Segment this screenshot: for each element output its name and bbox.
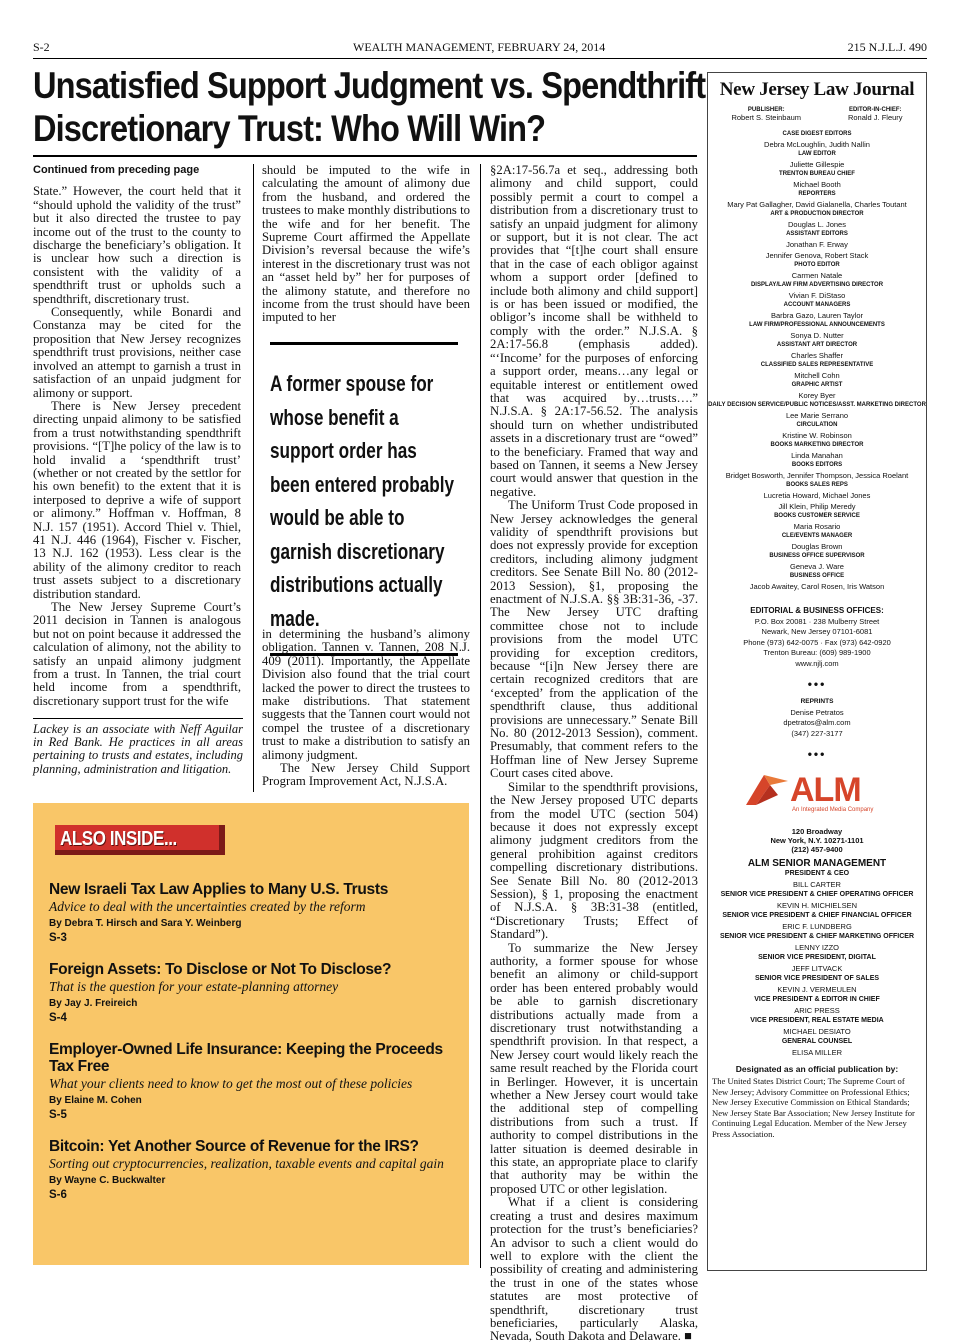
- paragraph: What if a client is considering creating a trust and desires maximum protection for the trust’s beneficiaries? An advisor to such a client would do well to explore with the client the possibility of creating and administering the trust in one of the states whose statutes are most protective of spendthrift, discretionary trust beneficiaries, particularly Alaska, Nevada, South Dakota and Delaware. ■: [490, 1195, 698, 1344]
- staff-role: DISPLAY/LAW FIRM ADVERTISING DIRECTOR: [750, 282, 884, 288]
- editor-label: EDITOR-IN-CHIEF:: [848, 107, 902, 113]
- staff-role: ACCOUNT MANAGERS: [783, 302, 851, 308]
- item-title: Bitcoin: Yet Another Source of Revenue for the IRS?: [49, 1138, 419, 1155]
- reprints-label: REPRINTS: [800, 698, 834, 705]
- alm-logo: [742, 767, 892, 819]
- editor-name: Ronald J. Fleury: [847, 113, 903, 122]
- publisher-name: Robert S. Steinbaum: [731, 113, 802, 122]
- paragraph: Consequently, while Bonardi and Constanza may be cited for the proposition that New Jersey recognizes spendthrift trust provisions, neither case involved an attempt to garnish a trust in satisfaction of an unpaid judgment for alimony or support.: [33, 305, 241, 400]
- item-page: S-5: [49, 1109, 67, 1121]
- also-inside-item[interactable]: [49, 881, 459, 945]
- item-author: By Elaine M. Cohen: [49, 1095, 142, 1106]
- item-page: S-3: [49, 932, 67, 944]
- staff-role: LAW FIRM/PROFESSIONAL ANNOUNCEMENTS: [749, 322, 885, 328]
- alm-address: 120 Broadway New York, N.Y. 10271-1101 (212) 457-9400: [770, 827, 864, 854]
- headline-line-1: Unsatisfied Support Judgment vs. Spendthrift: [33, 65, 706, 106]
- article-column-2-bottom: [262, 628, 470, 789]
- staff-role: DAILY DECISION SERVICE/PUBLIC NOTICES/ASST. MARKETING DIRECTOR: [708, 402, 926, 408]
- staff-names: Kristine W. Robinson: [782, 431, 852, 440]
- staff-list: [708, 130, 926, 592]
- item-author: By Jay J. Freireich: [49, 998, 138, 1009]
- senior-role: PRESIDENT & CEO: [784, 870, 850, 877]
- column-divider: [480, 164, 481, 1268]
- separator-dots: •••: [807, 677, 827, 691]
- staff-role: CIRCULATION: [796, 422, 838, 428]
- designation-block: [708, 1064, 926, 1139]
- section-date: WEALTH MANAGEMENT, FEBRUARY 24, 2014: [353, 40, 606, 54]
- staff-role: BOOKS MARKETING DIRECTOR: [770, 442, 864, 448]
- staff-role: BOOKS EDITORS: [791, 462, 843, 468]
- item-author: By Debra T. Hirsch and Sara Y. Weinberg: [49, 918, 242, 929]
- item-title: New Israeli Tax Law Applies to Many U.S. Trusts: [49, 881, 389, 898]
- staff-names: Juliette Gillespie: [789, 160, 845, 169]
- header-rule: [33, 58, 927, 59]
- senior-name: JEFF LITVACK: [791, 964, 843, 973]
- column-divider: [253, 164, 254, 792]
- senior-role: VICE PRESIDENT, REAL ESTATE MEDIA: [750, 1017, 884, 1024]
- publication-logo: New Jersey Law Journal: [719, 79, 915, 100]
- senior-role: SENIOR VICE PRESIDENT & CHIEF FINANCIAL OFFICER: [722, 912, 912, 919]
- designation-text: The United States District Court; The Supreme Court of New Jersey; Advisory Committee on Professional Ethics; New Jersey Executive Commission on Ethical Standards; New Jersey State Bar Association; New Jersey Institute for Continuing Legal Education. Member of the New Jersey Press Association.: [712, 1076, 915, 1139]
- staff-role: PHOTO EDITOR: [794, 262, 840, 268]
- alm-wordmark: ALM: [790, 771, 861, 809]
- staff-names: Sonya D. Nutter: [790, 331, 844, 340]
- staff-names: Jonathan F. Erway Jennifer Genova, Robert Stack: [765, 240, 869, 260]
- headline-rule: [33, 155, 697, 157]
- staff-names: Barbra Gazo, Lauren Taylor: [771, 311, 863, 320]
- item-dek: That is the question for your estate-planning attorney: [49, 979, 339, 994]
- senior-role: SENIOR VICE PRESIDENT & CHIEF MARKETING OFFICER: [719, 933, 915, 940]
- also-inside-list: [49, 881, 459, 1218]
- staff-role: LAW EDITOR: [798, 151, 836, 157]
- staff-role: BOOKS SALES REPS: [786, 482, 848, 488]
- reprints-block: [708, 697, 926, 739]
- staff-role: CLE/EVENTS MANAGER: [781, 533, 853, 539]
- paragraph: should be imputed to the wife in calculating the amount of alimony due from the husband, and ordered the trustees to make monthly distributions to the wife and for her benefit. The Supreme Court affirmed the Appellate Division’s reversal because the wife’s interest in the discretionary trust was not an “asset held by” her for purposes of the alimony statute, and therefore no income from the trust should have been imputed to her: [262, 163, 470, 325]
- article-headline: [33, 64, 706, 150]
- staff-role: BOOKS CUSTOMER SERVICE: [774, 513, 860, 519]
- staff-role: CLASSIFIED SALES REPRESENTATIVE: [760, 362, 874, 368]
- paragraph: State.” However, the court held that it “should uphold the validity of the trust” but it also directed the trustee to pay income out of the trust to the county to discharge the beneficiary’s obligation. It is unclear how such a direction is consistent with the validity of a spendthrift trust or upholds such a spendthrift, discretionary trust.: [33, 184, 241, 306]
- also-inside-label: ALSO INSIDE...: [60, 828, 177, 850]
- author-bio: Lackey is an associate with Neff Aguilar in Red Bank. He practices in all areas pertaining to trusts and estates, including planning, administration and litigation.: [33, 718, 243, 776]
- staff-names: Charles Shaffer: [791, 351, 843, 360]
- staff-names: Debra McLoughlin, Judith Nallin: [764, 140, 870, 149]
- staff-names: Mary Pat Gallagher, David Gialanella, Charles Toutant: [727, 200, 907, 209]
- pull-quote-text: A former spouse for whose benefit a support order has been entered probably would be able to garnish discretionary distributions actually made.: [270, 371, 455, 631]
- paragraph: There is New Jersey precedent directing unpaid alimony to be satisfied from a trust notwithstanding spendthrift provisions. “[T]he policy of the law is to hold invalid a ‘spendthrift trust’ (whether or not created by the settlor for his own benefit) to the extent that it is interposed to deprive a wife of support or alimony.” Hoffman v. Hoffman, 8 N.J. 157 (1951). Accord Thiel v. Thiel, 41 N.J. 446 (1964), Fischer v. Fischer, 13 N.J. 162 (1953). Less clear is the ability of the alimony creditor to reach trust assets subject to a discretionary distribution standard.: [33, 398, 241, 601]
- senior-role: SENIOR VICE PRESIDENT OF SALES: [754, 975, 880, 982]
- publisher-row: [708, 107, 926, 122]
- staff-role: CASE DIGEST EDITORS: [782, 131, 852, 137]
- offices-block: [708, 606, 926, 669]
- senior-role: SENIOR VICE PRESIDENT & CHIEF OPERATING OFFICER: [720, 891, 914, 898]
- staff-role: ART & PRODUCTION DIRECTOR: [770, 211, 864, 217]
- staff-names: Douglas Brown: [791, 542, 843, 551]
- senior-name: ARIC PRESS: [794, 1006, 840, 1015]
- also-inside-item[interactable]: [49, 1138, 459, 1202]
- paragraph: To summarize the New Jersey authority, a former spouse for whose benefit an alimony or child-support order has been entered probably would be able to garnish discretionary distributions actually made from a discretionary trust notwithstanding a spendthrift provision. In that respect, a New Jersey court would likely reach the same result reached by the Florida court in Berlinger. However, it is uncertain whether a New Jersey court would take the additional step of compelling distributions from such a trust. If authority to compel distributions in the latter situation is deemed desirable in this state, an appropriate place to clarify that authority may be within the proposed UTC or other legislation.: [490, 940, 698, 1196]
- senior-role: SENIOR VICE PRESIDENT, DIGITAL: [758, 954, 876, 961]
- staff-role: REPORTERS: [798, 191, 836, 197]
- staff-names: Linda Manahan: [791, 451, 843, 460]
- item-dek: Sorting out cryptocurrencies, realization, taxable events and capital gain: [49, 1156, 444, 1171]
- staff-names: Michael Booth: [793, 180, 841, 189]
- paragraph: §2A:17-56.7a et seq., addressing both alimony and child support, could possibly permit a court to compel a distribution from a discretionary trust to satisfy an unpaid judgment for alimony or support, but it is not clear. The act provides that “[t]he court shall ensure that in the case of each obligor against whom a support order [defined to include both alimony and child support] is or has been issued or modified, the obligor’s income shall be withheld to comply with the order.” N.J.S.A. § 2A:17-56.8 (emphasis added). “‘Income’ for the purposes of enforcing a support order, means…any legal or equitable interest or entitlement owed that was acquired by…trusts….” N.J.S.A. § 2A:17-56.52. The analysis should turn on whether undistributed assets in a discretionary trust are “owed” to the beneficiary. Framed that way and based on Tannen, it seems a New Jersey court would answer that question in the negative.: [490, 163, 698, 499]
- alm-logo-mark-icon: [742, 771, 792, 811]
- article-column-2-top: [262, 164, 470, 325]
- staff-names: Korey Byer: [798, 391, 836, 400]
- staff-role: TRENTON BUREAU CHIEF: [779, 171, 855, 177]
- pull-quote: [270, 342, 458, 656]
- staff-names: Vivian F. DiStaso: [788, 291, 846, 300]
- headline-line-2: Discretionary Trust: Who Will Win?: [33, 108, 546, 149]
- also-inside-banner: [55, 825, 225, 855]
- staff-names: Carmen Natale: [791, 271, 843, 280]
- continued-note: Continued from preceding page: [33, 164, 200, 176]
- paragraph: The New Jersey Child Support Program Improvement Act, N.J.S.A.: [262, 761, 470, 789]
- staff-names: Maria Rosario: [793, 522, 841, 531]
- paragraph: The Uniform Trust Code proposed in New Jersey acknowledges the general validity of spendthrift provisions but does not expressly provide for exception creditors, including alimony judgment creditors. See Senate Bill No. 80 (2012-2013 Session), §1, proposing the enactment of N.J.S.A. §§ 3B:31-36, -37. The New Jersey UTC drafting committee chose not to include provisions from the model UTC providing for exception creditors, because “[i]n New Jersey there are certain recognized creditors that are ‘excepted’ from the application of the spendthrift clause, thus additional provisions are unnecessary.” Senate Bill No. 80 (2012-2013 Session), comment. Presumably, that comment refers to the Hoffman line of New Jersey Supreme Court cases cited above.: [490, 498, 698, 781]
- staff-names: Geneva J. Ware: [790, 562, 844, 571]
- senior-name: KEVIN J. VERMEULEN: [777, 985, 857, 994]
- offices-label: EDITORIAL & BUSINESS OFFICES:: [750, 606, 884, 615]
- also-inside-item[interactable]: [49, 1041, 459, 1122]
- running-header: [33, 40, 927, 56]
- also-inside-box: [33, 803, 469, 1265]
- offices-text: P.O. Box 20081 · 238 Mulberry Street Newark, New Jersey 07101-6081 Phone (973) 642-0075 · Fax (973) 642-0920 Trenton Bureau: (609) 989-1900 www.njlj.com: [743, 616, 891, 668]
- senior-role: VICE PRESIDENT & EDITOR IN CHIEF: [754, 996, 880, 1003]
- reprints-text: Denise Petratos dpetratos@alm.com (347) 227-3177: [783, 707, 851, 738]
- publisher-label: PUBLISHER:: [747, 107, 785, 113]
- item-dek: What your clients need to know to get the most out of these policies: [49, 1076, 413, 1091]
- article-column-3: [490, 164, 698, 1344]
- volume-page: 215 N.J.L.J. 490: [847, 40, 927, 54]
- staff-names: Douglas L. Jones: [788, 220, 846, 229]
- senior-management: [708, 858, 926, 1058]
- separator-dots: •••: [807, 747, 827, 761]
- paragraph: in determining the husband’s alimony obligation. Tannen v. Tannen, 208 N.J. 409 (2011). Importantly, the Appellate Division also found that the trial court lacked the power to direct the trustees to make distributions. That statement suggests that the Tannen court would not compel the trustee of a discretionary trust to make a distribution to satisfy an alimony judgment.: [262, 627, 470, 762]
- staff-names: Lee Marie Serrano: [785, 411, 849, 420]
- senior-name: LENNY IZZO: [794, 943, 840, 952]
- paragraph: The New Jersey Supreme Court’s 2011 decision in Tannen is analogous but not on point because it addressed the calculation of alimony, not the ability to satisfy an unpaid alimony judgment from a trust. In Tannen, the trial court held income from a spendthrift, discretionary support trust for the wife: [33, 600, 241, 708]
- designation-label: Designated as an official publication by:: [735, 1064, 899, 1074]
- staff-names: Lucretia Howard, Michael Jones Jill Klein, Philip Meredy: [763, 491, 871, 511]
- staff-names: Jacob Awaitey, Carol Rosen, Iris Watson: [749, 582, 885, 591]
- staff-role: ASSISTANT ART DIRECTOR: [776, 342, 858, 348]
- senior-name: KEVIN H. MICHIELSEN: [776, 901, 858, 910]
- staff-role: GRAPHIC ARTIST: [791, 382, 843, 388]
- item-title: Employer-Owned Life Insurance: Keeping the Proceeds Tax Free: [49, 1041, 443, 1075]
- senior-heading: ALM SENIOR MANAGEMENT: [747, 858, 887, 869]
- item-title: Foreign Assets: To Disclose or Not To Disclose?: [49, 961, 392, 978]
- item-author: By Wayne C. Buckwalter: [49, 1175, 166, 1186]
- item-page: S-6: [49, 1189, 67, 1201]
- staff-role: BUSINESS OFFICE SUPERVISOR: [769, 553, 865, 559]
- staff-names: Mitchell Cohn: [794, 371, 840, 380]
- senior-name: BILL CARTER: [793, 880, 841, 889]
- article-column-1: [33, 164, 241, 708]
- item-dek: Advice to deal with the uncertainties created by the reform: [49, 899, 366, 914]
- staff-names: Bridget Bosworth, Jennifer Thompson, Jessica Roelant: [725, 471, 909, 480]
- paragraph: Similar to the spendthrift provisions, the New Jersey proposed UTC departs from the model UTC (section 504) because it does not expressly except alimony judgment creditors from the general prohibition against creditors compelling discretionary distributions. See Senate Bill No. 80 (2012-2013 Session), § 1, proposing the enactment of N.J.S.A. § 3B:31-38 (entitled, “Discretionary Trusts; Effect of Standard”).: [490, 779, 698, 942]
- staff-role: BUSINESS OFFICE: [789, 573, 845, 579]
- page-number: S-2: [33, 40, 50, 54]
- masthead: [707, 72, 927, 1271]
- also-inside-item[interactable]: [49, 961, 459, 1025]
- alm-tagline: An Integrated Media Company: [792, 807, 874, 813]
- item-page: S-4: [49, 1012, 67, 1024]
- senior-role: GENERAL COUNSEL: [781, 1038, 853, 1045]
- staff-role: ASSISTANT EDITORS: [786, 231, 848, 237]
- senior-name: ELISA MILLER: [791, 1048, 843, 1057]
- senior-name: ERIC F. LUNDBERG: [782, 922, 852, 931]
- senior-name: MICHAEL DESIATO: [783, 1027, 851, 1036]
